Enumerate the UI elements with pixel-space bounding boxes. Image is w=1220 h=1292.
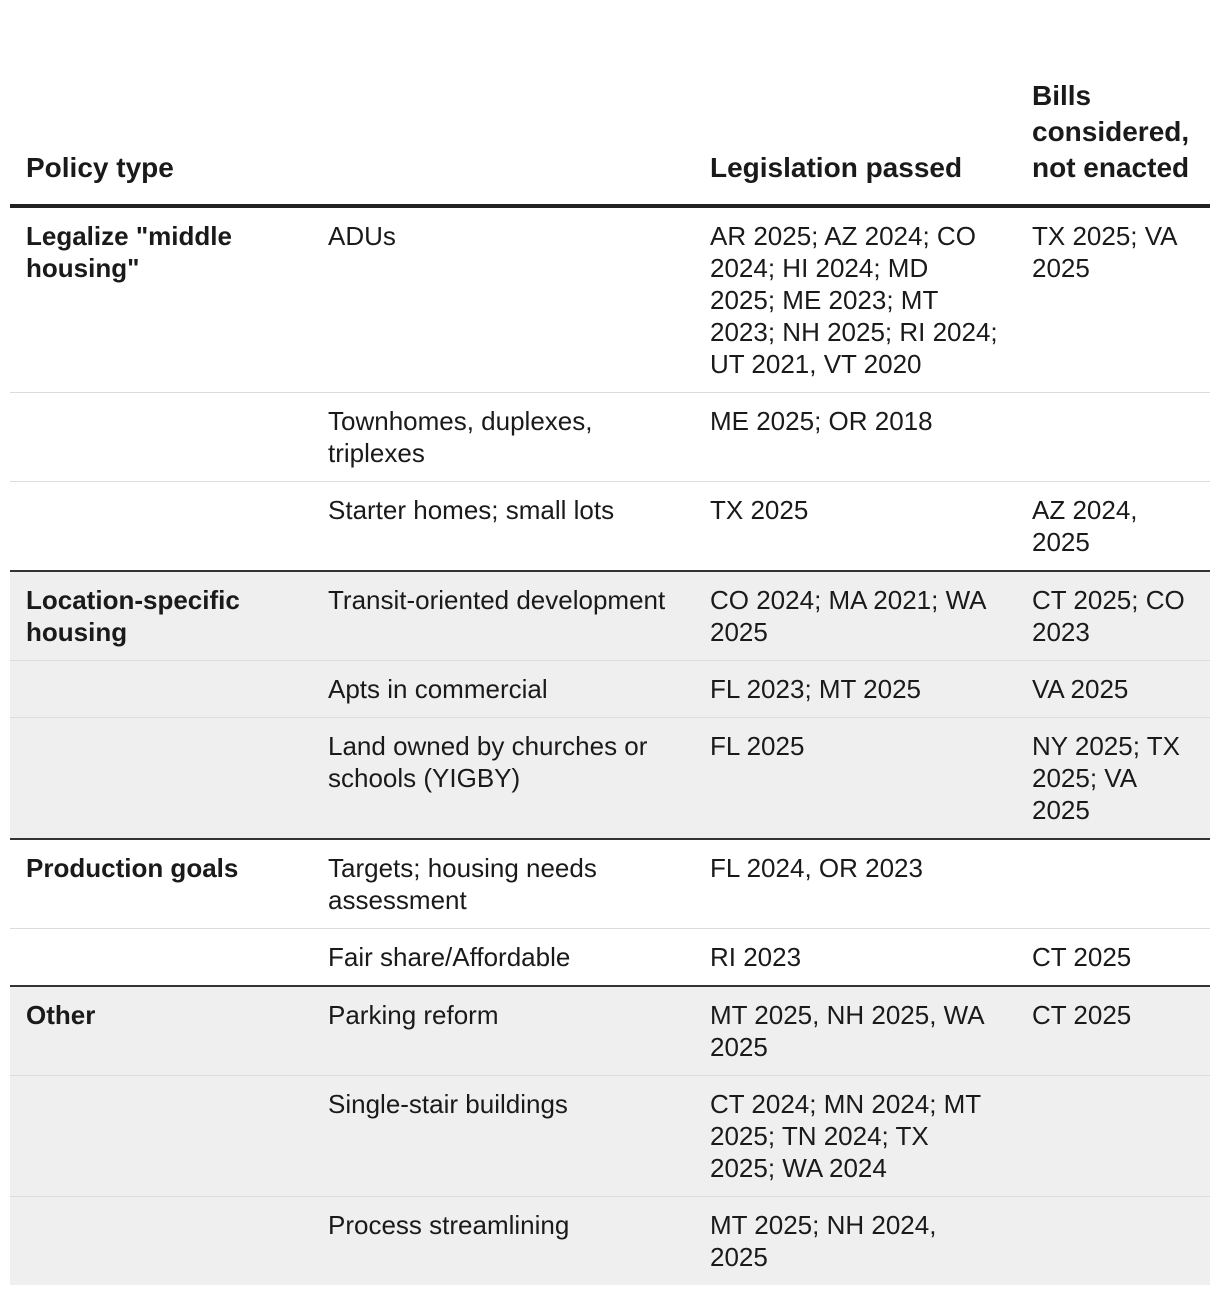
row-passed: FL 2024, OR 2023 bbox=[694, 839, 1016, 929]
row-policy: Transit-oriented development bbox=[312, 571, 694, 661]
table-row bbox=[10, 929, 1210, 987]
row-category bbox=[10, 1197, 312, 1286]
row-passed: RI 2023 bbox=[694, 929, 1016, 987]
row-considered bbox=[1016, 1197, 1210, 1286]
row-policy: Starter homes; small lots bbox=[312, 482, 694, 572]
row-category: Legalize "middle housing" bbox=[10, 206, 312, 393]
row-passed: MT 2025, NH 2025, WA 2025 bbox=[694, 986, 1016, 1076]
row-policy: Single-stair buildings bbox=[312, 1076, 694, 1197]
row-passed: FL 2025 bbox=[694, 718, 1016, 840]
row-passed: ME 2025; OR 2018 bbox=[694, 393, 1016, 482]
header-policy-type: Policy type bbox=[10, 0, 312, 206]
row-passed: CO 2024; MA 2021; WA 2025 bbox=[694, 571, 1016, 661]
row-policy: Apts in commercial bbox=[312, 661, 694, 718]
row-policy: Fair share/Affordable bbox=[312, 929, 694, 987]
table-row bbox=[10, 206, 1210, 393]
row-policy: ADUs bbox=[312, 206, 694, 393]
row-policy: Townhomes, duplexes, triplexes bbox=[312, 393, 694, 482]
header-legislation-passed: Legislation passed bbox=[694, 0, 1016, 206]
table-row bbox=[10, 393, 1210, 482]
row-considered: TX 2025; VA 2025 bbox=[1016, 206, 1210, 393]
row-policy: Process streamlining bbox=[312, 1197, 694, 1286]
row-category bbox=[10, 718, 312, 840]
row-considered: NY 2025; TX 2025; VA 2025 bbox=[1016, 718, 1210, 840]
table-row bbox=[10, 661, 1210, 718]
table-row bbox=[10, 986, 1210, 1076]
table-row bbox=[10, 482, 1210, 572]
row-considered: CT 2025 bbox=[1016, 986, 1210, 1076]
table-row bbox=[10, 1076, 1210, 1197]
table-row bbox=[10, 718, 1210, 840]
row-passed: FL 2023; MT 2025 bbox=[694, 661, 1016, 718]
table-row bbox=[10, 571, 1210, 661]
table-header-row bbox=[10, 0, 1210, 206]
row-category bbox=[10, 393, 312, 482]
row-passed: MT 2025; NH 2024, 2025 bbox=[694, 1197, 1016, 1286]
row-policy: Targets; housing needs assessment bbox=[312, 839, 694, 929]
row-passed: CT 2024; MN 2024; MT 2025; TN 2024; TX 2025; WA 2024 bbox=[694, 1076, 1016, 1197]
row-category bbox=[10, 482, 312, 572]
table-row bbox=[10, 839, 1210, 929]
table-row bbox=[10, 1197, 1210, 1286]
policy-table-container bbox=[10, 0, 1210, 1285]
row-category: Other bbox=[10, 986, 312, 1076]
header-bills-considered: Bills considered, not enacted bbox=[1016, 0, 1210, 206]
row-considered: AZ 2024, 2025 bbox=[1016, 482, 1210, 572]
row-category: Location-specific housing bbox=[10, 571, 312, 661]
row-category bbox=[10, 661, 312, 718]
row-considered bbox=[1016, 393, 1210, 482]
row-category: Production goals bbox=[10, 839, 312, 929]
row-category bbox=[10, 1076, 312, 1197]
row-considered: VA 2025 bbox=[1016, 661, 1210, 718]
row-considered: CT 2025; CO 2023 bbox=[1016, 571, 1210, 661]
row-passed: TX 2025 bbox=[694, 482, 1016, 572]
row-passed: AR 2025; AZ 2024; CO 2024; HI 2024; MD 2025; ME 2023; MT 2023; NH 2025; RI 2024; UT 2021, VT 2020 bbox=[694, 206, 1016, 393]
header-subtype bbox=[312, 0, 694, 206]
row-considered bbox=[1016, 1076, 1210, 1197]
row-considered: CT 2025 bbox=[1016, 929, 1210, 987]
row-category bbox=[10, 929, 312, 987]
row-policy: Parking reform bbox=[312, 986, 694, 1076]
row-policy: Land owned by churches or schools (YIGBY) bbox=[312, 718, 694, 840]
policy-table bbox=[10, 0, 1210, 1285]
row-considered bbox=[1016, 839, 1210, 929]
